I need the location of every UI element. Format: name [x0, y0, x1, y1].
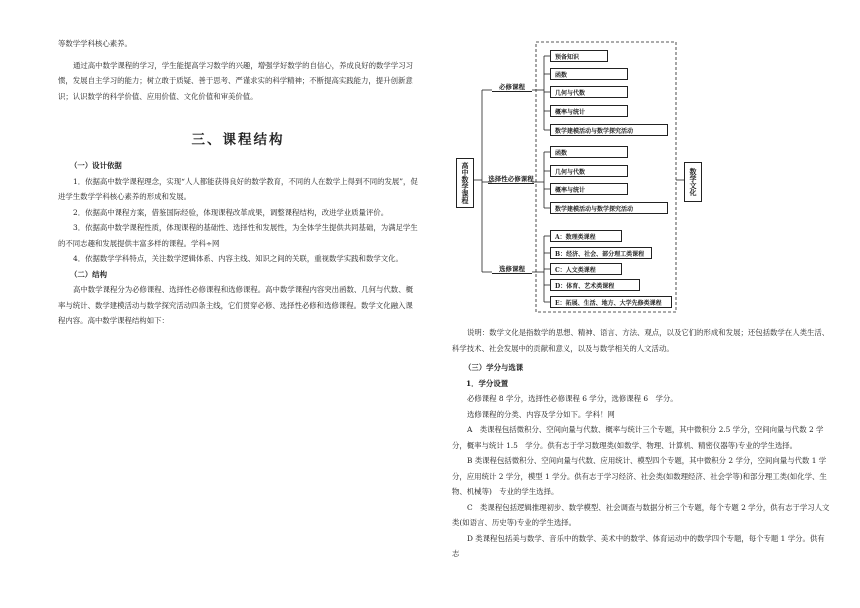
paragraph-structure: 高中数学课程分为必修课程、选择性必修课程和选修课程。高中数学课程内容突出函数、几何与代数、概率与统计、数学建模活动与数学探究活动四条主线，它们贯穿必修、选择性必修和选修课程。数学文化融入课程内容。高中数学课程结构如下： [58, 285, 413, 325]
elective-item: A：数理类课程 [550, 230, 622, 242]
basis-item-4: 4．依据数学学科特点，关注数学逻辑体系、内容主线、知识之间的关联，重视数学实践和数学文化。 [73, 254, 403, 263]
selective-item: 数学建模活动与数学探究活动 [550, 202, 668, 214]
elective-intro: 选修课程的分类、内容及学分如下。学科！网 [467, 409, 615, 419]
credit-line: 必修课程 8 学分，选择性必修课程 6 学分，选修课程 6 学分。 [467, 394, 678, 403]
left-column [58, 36, 418, 329]
diagram-note: 说明：数学文化是指数学的思想、精神、语言、方法、观点，以及它们的形成和发展；还包括数学在人类生活、科学技术、社会发展中的贡献和意义，以及与数学相关的人文活动。 [452, 328, 830, 353]
selective-item: 函数 [550, 146, 628, 158]
compulsory-item: 数学建模活动与数学探究活动 [550, 124, 668, 136]
category-compulsory: 必修课程 [492, 82, 532, 92]
course-structure-diagram [452, 40, 712, 314]
elective-item: C：人文类课程 [550, 263, 622, 275]
section-title: 三、课程结构 [191, 132, 285, 148]
category-elective: 选修课程 [492, 264, 532, 274]
elective-item: E：拓展、生活、地方、大学先修类课程 [550, 296, 672, 308]
diagram-root-node: 高中数学课程 [456, 158, 474, 208]
math-culture-node: 数学文化 [684, 162, 702, 202]
class-d-description: D 类课程包括美与数学、音乐中的数学、美术中的数学、体育运动中的数学四个专题，每个专题 1 学分。供有志 [452, 533, 825, 558]
credit-setting-title: 1．学分设置 [466, 378, 509, 388]
class-b-description: B 类课程包括微积分、空间向量与代数、应用统计、模型四个专题，其中微积分 2 学分，空间向量与代数 1 学分，应用统计 2 学分，模型 1 学分。供有志于学习经济、社会类(如数理经济、社会学等)和部分理工类(如化学、生物、机械等) 专业的学生选择。 [452, 456, 827, 496]
selective-item: 几何与代数 [550, 165, 628, 177]
compulsory-item: 概率与统计 [550, 105, 628, 117]
compulsory-item: 预备知识 [550, 50, 608, 62]
elective-item: D：体育、艺术类课程 [550, 279, 640, 291]
selective-item: 概率与统计 [550, 183, 628, 195]
category-selective: 选择性必修课程 [488, 175, 534, 183]
class-a-description: A 类课程包括微积分、空间向量与代数、概率与统计三个专题，其中微积分 2.5 学分，空间向量与代数 2 学分，概率与统计 1.5 学分。供有志于学习数理类(如数学、物理、计算机、精密仪器等)专业的学生选择。 [452, 425, 824, 450]
subheading-structure: （二）结构 [70, 269, 107, 279]
basis-item-1: 1．依据高中数学课程理念，实现“人人都能获得良好的数学教育，不同的人在数学上得到不同的发展”，促进学生数学学科核心素养的形成和发展。 [58, 176, 418, 201]
paragraph-continuation: 等数学学科核心素养。 [58, 39, 132, 48]
subheading-basis: （一）设计依据 [70, 161, 122, 170]
basis-item-2: 2．依据高中课程方案，借鉴国际经验，体现课程改革成果，调整课程结构，改进学业质量评价。 [73, 207, 389, 217]
basis-item-3: 3．依据高中数学课程性质，体现课程的基础性、选择性和发展性，为全体学生提供共同基础，为满足学生的不同志趣和发展提供丰富多样的课程。学科÷网 [58, 223, 418, 248]
paragraph-intro: 通过高中数学课程的学习，学生能提高学习数学的兴趣，增强学好数学的自信心，养成良好的数学学习习惯，发展自主学习的能力；树立敢于质疑、善于思考、严谨求实的科学精神；不断提高实践能力，提升创新意识；认识数学的科学价值、应用价值、文化价值和审美价值。 [58, 60, 413, 101]
right-column [452, 325, 832, 562]
elective-item: B：经济、社会、部分理工类课程 [550, 247, 652, 259]
compulsory-item: 函数 [550, 68, 628, 80]
compulsory-item: 几何与代数 [550, 86, 628, 98]
subheading-credits: （三）学分与选课 [464, 363, 524, 372]
class-c-description: C 类课程包括逻辑推理初步、数学模型、社会调查与数据分析三个专题，每个专题 2 学分，供有志于学习人文类(如语言、历史等)专业的学生选择。 [452, 502, 830, 527]
